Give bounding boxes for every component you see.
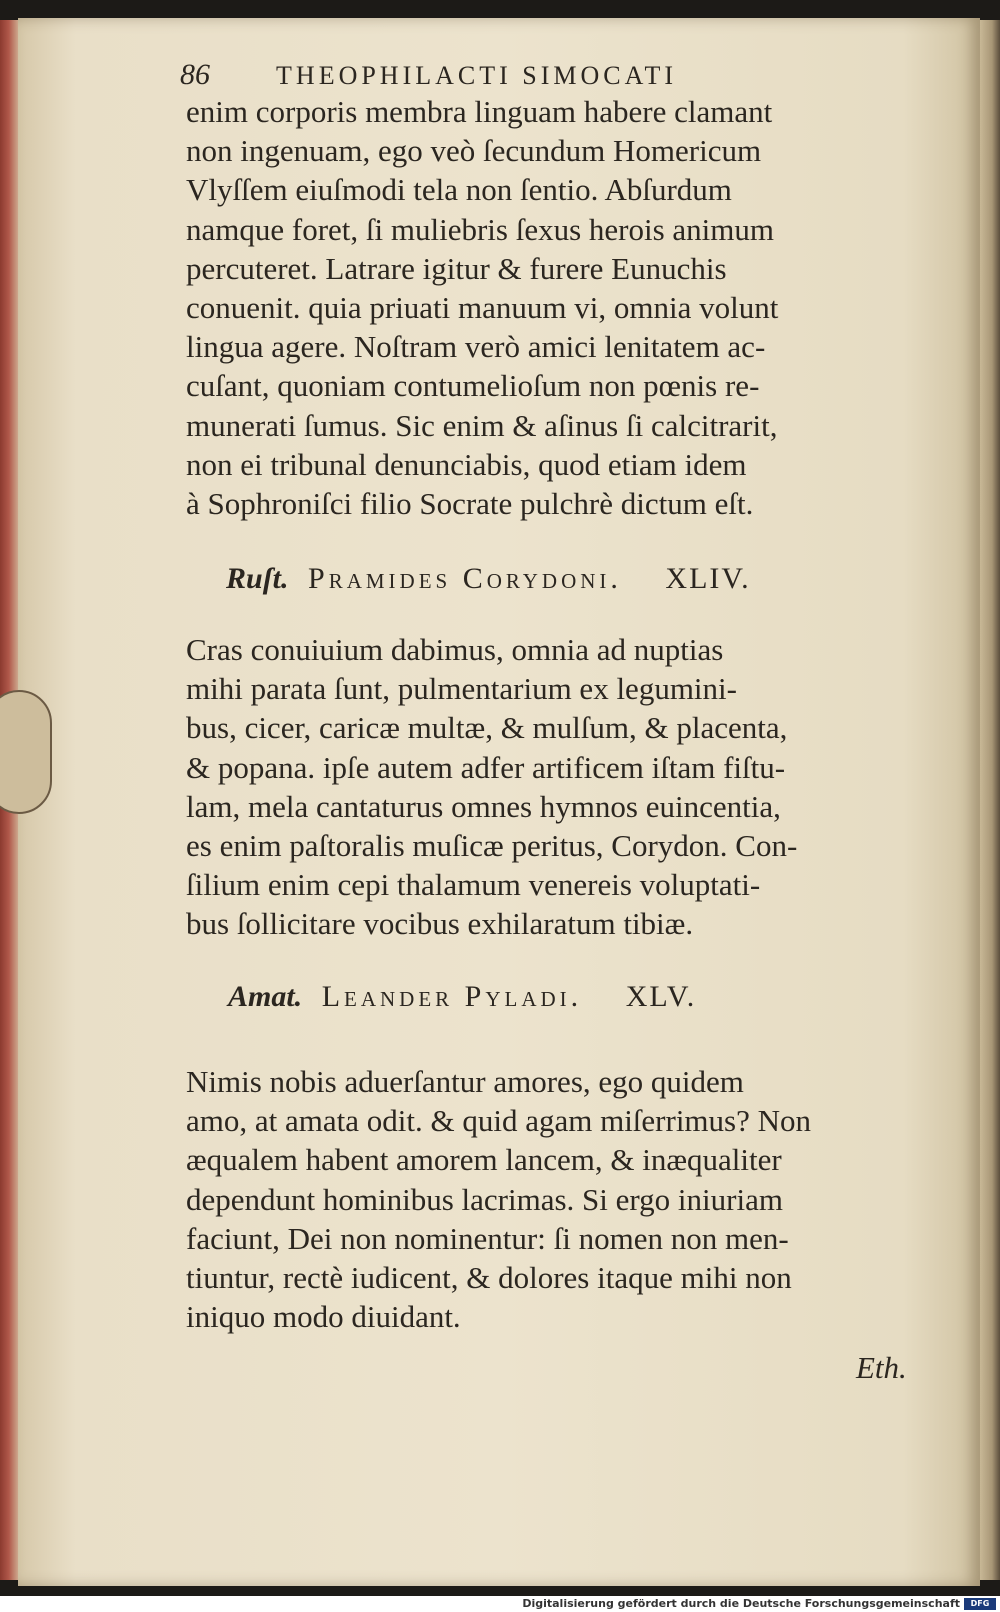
paragraph-2: Cras conuiuium dabimus, omnia ad nuptias mihi parata ſunt, pulmentarium ex legumini- bus, cicer, caricæ multæ, & mulſum, & placenta, & popana. ipſe autem adfer artificem iſtam fiſtu- lam, mela cantaturus omnes hymnos euincentia, es enim paſtoralis muſicæ peritus, Corydon. Con- ſilium enim cepi thalamum venereis voluptati- bus ſollicitare vocibus exhilaratum tibiæ. (186, 632, 798, 942)
page-number: 86 (180, 58, 210, 91)
heading-abbr: Amat. (228, 980, 303, 1013)
heading-names: Leander Pyladi. (321, 980, 583, 1013)
heading-names: Pramides Corydoni. (308, 562, 622, 595)
book-clasp (0, 690, 52, 814)
digitization-footer (0, 1596, 1000, 1612)
footer-credit: Digitalisierung gefördert durch die Deutsche Forschungsgemeinschaft (522, 1597, 960, 1610)
heading-letter-45 (228, 980, 696, 1014)
heading-abbr: Ruſt. (226, 562, 289, 595)
book-right-edge (980, 20, 1000, 1580)
heading-number: XLV. (625, 980, 697, 1013)
paragraph-1: enim corporis membra linguam habere clamant non ingenuam, ego veò ſecundum Homericum Vlyſſem eiuſmodi tela non ſentio. Abſurdum namque foret, ſi muliebris ſexus herois animum percuteret. Latrare igitur & furere Eunuchis conuenit. quia priuati manuum vi, omnia volunt lingua agere. Noſtram verò amici lenitatem ac- cuſant, quoniam contumelioſum non pœnis re- munerati ſumus. Sic enim & aſinus ſi calcitrarit, non ei tribunal denunciabis, quod etiam idem à Sophroniſci filio Socrate pulchrè dictum eſt. (186, 94, 779, 522)
running-title: THEOPHILACTI SIMOCATI (276, 61, 678, 90)
catchword: Eth. (856, 1350, 907, 1385)
heading-number: XLIV. (665, 562, 751, 595)
paragraph-3: Nimis nobis aduerſantur amores, ego quidem amo, at amata odit. & quid agam miſerrimus? Non æqualem habent amorem lancem, & inæqualiter dependunt hominibus lacrimas. Si ergo iniuriam faciunt, Dei non nominentur: ſi nomen non men- tiuntur, rectè iudicent, & dolores itaque mihi non iniquo modo diuidant. (186, 1064, 812, 1335)
heading-letter-44 (226, 562, 751, 596)
dfg-logo-icon: DFG (964, 1598, 996, 1610)
